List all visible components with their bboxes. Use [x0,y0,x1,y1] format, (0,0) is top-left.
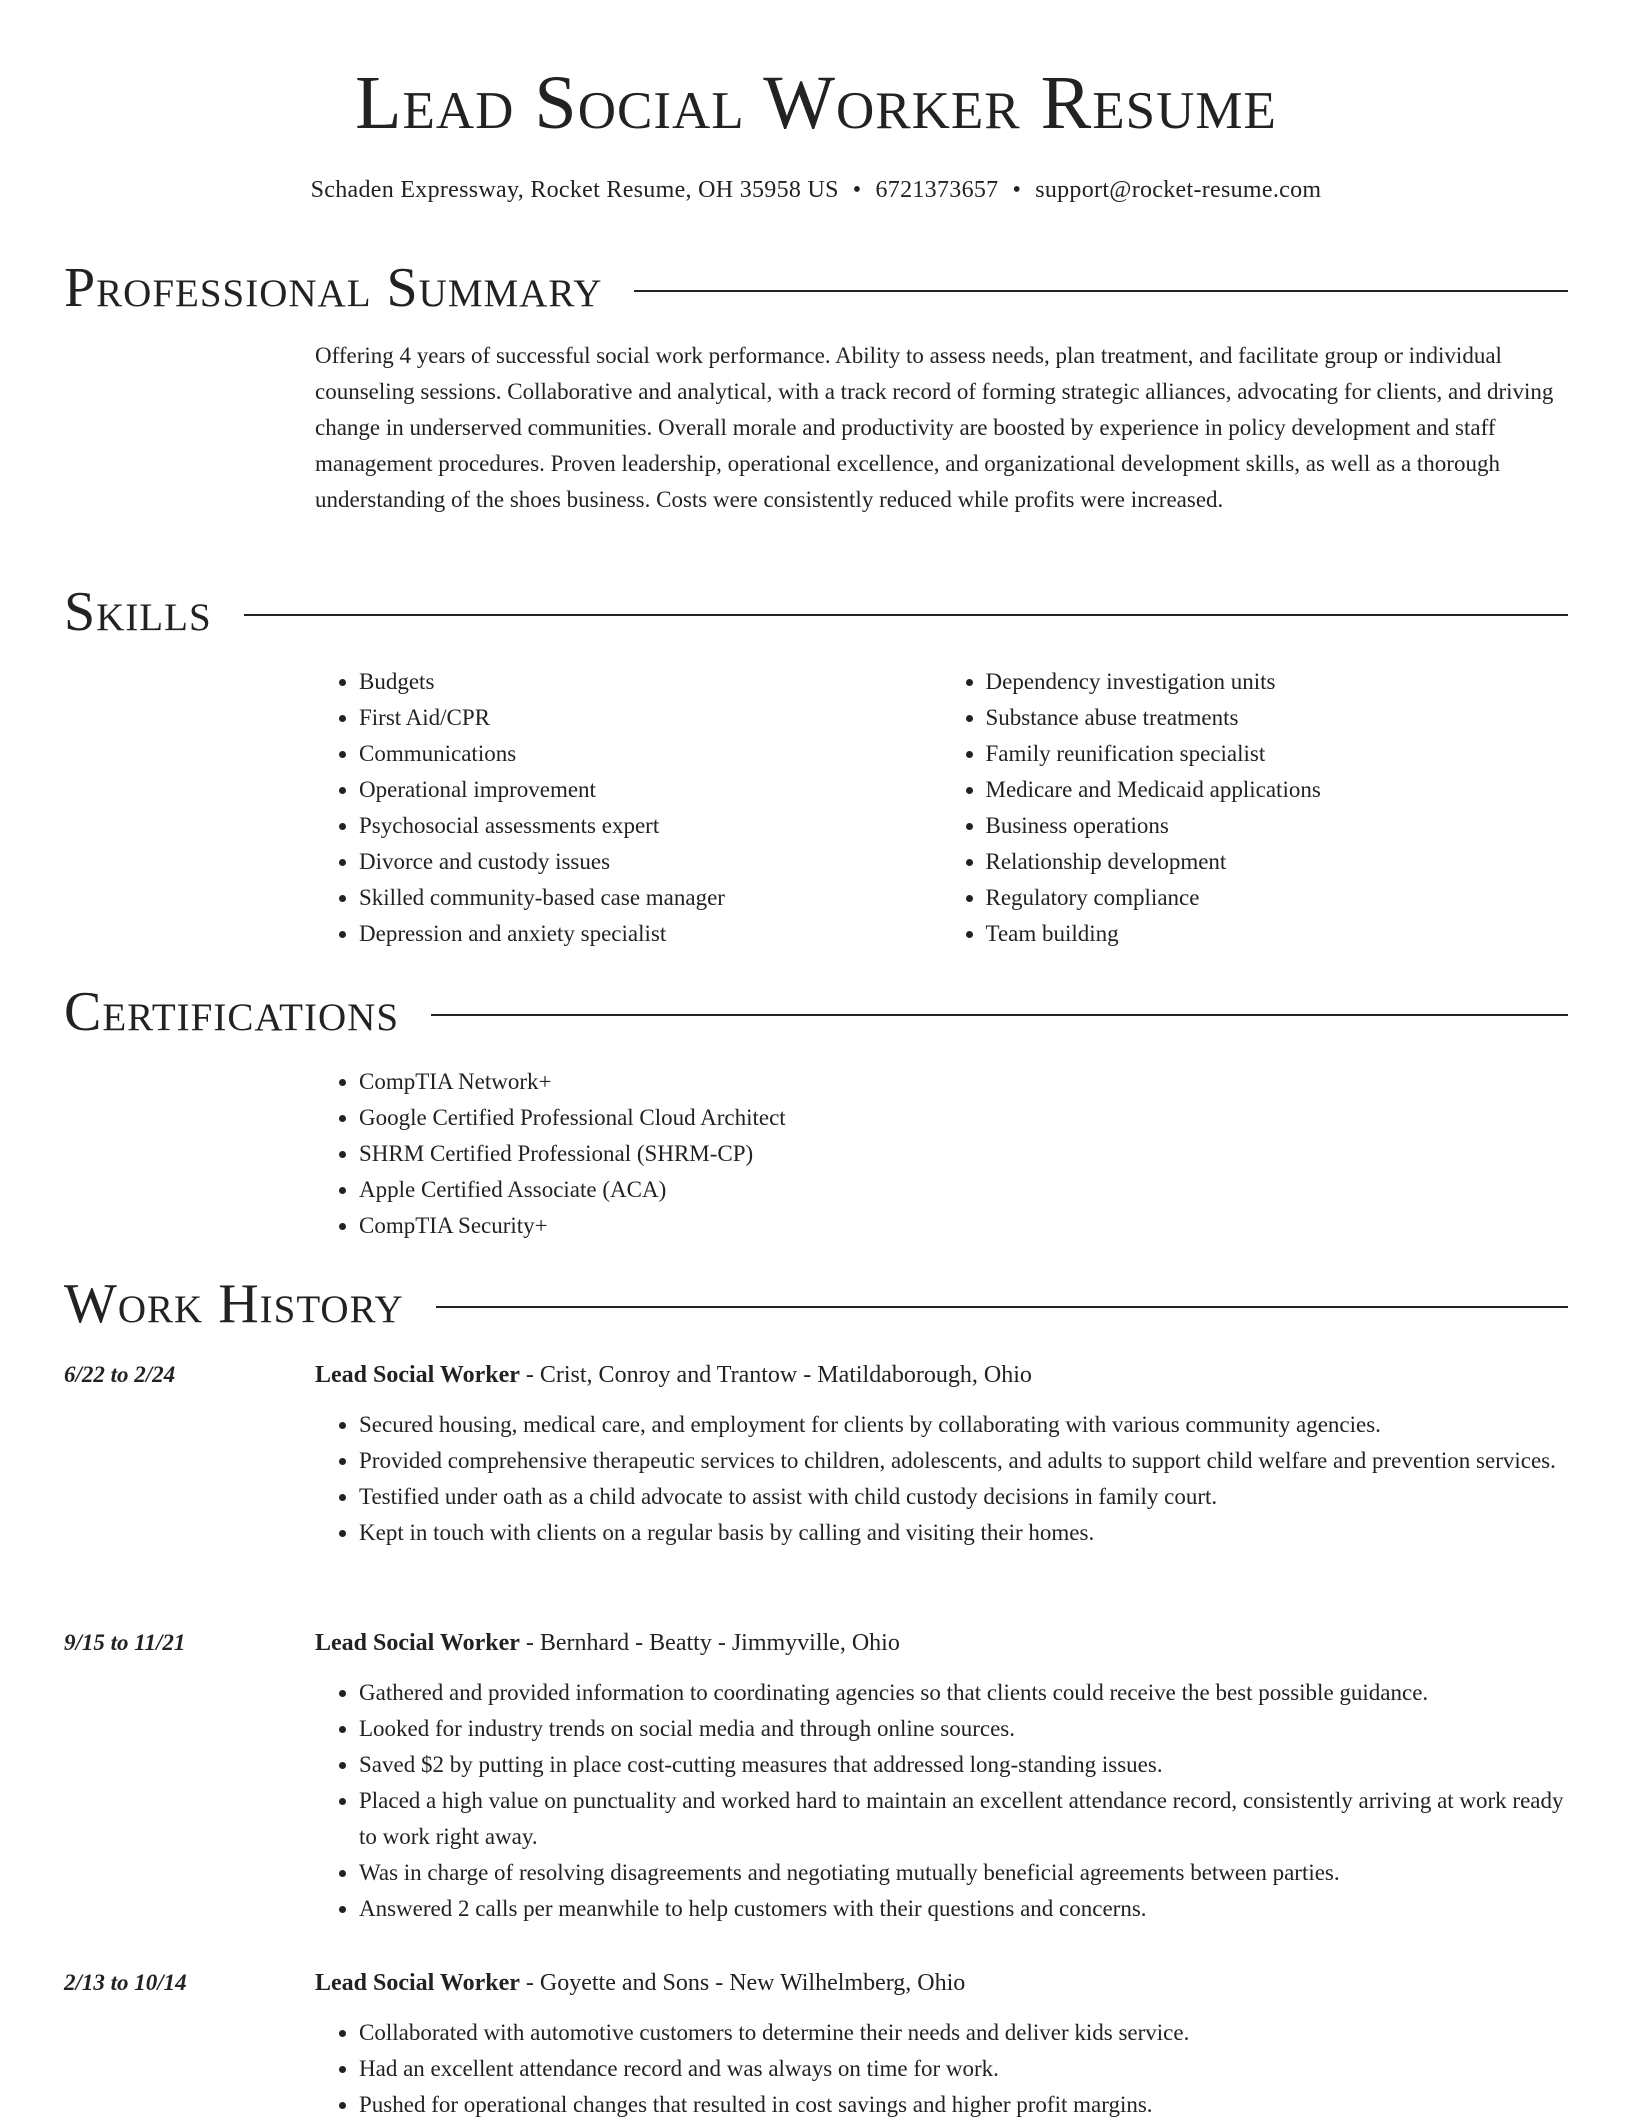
certification-item: • SHRM Certified Professional (SHRM-CP) [359,1136,1568,1172]
resume-title: Lead Social Worker Resume [355,61,1277,145]
job-role: Lead Social Worker [315,1630,520,1656]
contact-address: Schaden Expressway, Rocket Resume, OH 35958 US [310,177,839,203]
skill-item: • Operational improvement [359,772,942,808]
job-bullet: • Pushed for operational changes that resulted in cost savings and higher profit margins. [359,2087,1568,2123]
section-divider [634,290,1568,292]
skill-item: • Budgets [359,664,942,700]
job-employer: - Goyette and Sons - New Wilhelmberg, Ohio [519,1970,966,1996]
job-title-line [315,1965,1568,2001]
section-divider [436,1306,1568,1308]
job-role: Lead Social Worker [315,1970,520,1996]
skills-content [315,664,1568,952]
skill-item: • Depression and anxiety specialist [359,916,942,952]
contact-separator: • [852,177,862,203]
job-bullet: • Secured housing, medical care, and employment for clients by collaborating with various community agencies. [359,1407,1568,1443]
job-entry [315,1357,1568,1551]
summary-content [315,338,1568,518]
skills-list-right [942,664,1569,952]
job-employer: - Bernhard - Beatty - Jimmyville, Ohio [519,1630,900,1656]
job-bullet: • Saved $2 by putting in place cost-cutting measures that addressed long-standing issues. [359,1747,1568,1783]
skill-item: • Skilled community-based case manager [359,880,942,916]
skill-item: • Divorce and custody issues [359,844,942,880]
job-employer: - Crist, Conroy and Trantow - Matildaborough, Ohio [519,1362,1032,1388]
job-role: Lead Social Worker [315,1362,520,1388]
summary-paragraph: Offering 4 years of successful social work performance. Ability to assess needs, plan treatment, and facilitate group or individual counseling sessions. Collaborative and analytical, with a track record of forming strategic alliances, advocating for clients, and driving change in underserved communities. Overall morale and productivity are boosted by experience in policy development and staff management procedures. Proven leadership, operational excellence, and organizational development skills, as well as a thorough understanding of the shoes business. Costs were consistently reduced while profits were increased. [315,343,1554,512]
job-title-line [315,1625,1568,1661]
job-bullet: • Placed a high value on punctuality and worked hard to maintain an excellent attendance record, consistently arriving at work ready to work right away. [359,1783,1568,1855]
contact-email: support@rocket-resume.com [1035,177,1322,203]
job-bullet: • Provided comprehensive therapeutic services to children, adolescents, and adults to support child welfare and prevention services. [359,1443,1568,1479]
contact-line [0,175,1632,205]
job-bullet: • Answered 2 calls per meanwhile to help customers with their questions and concerns. [359,1891,1568,1927]
skill-item: • Dependency investigation units [986,664,1569,700]
skill-item: • Communications [359,736,942,772]
section-heading-skills: Skills [64,581,212,643]
skill-item: • Team building [986,916,1569,952]
skill-item: • Relationship development [986,844,1569,880]
job-bullet: • Looked for industry trends on social media and through online sources. [359,1711,1568,1747]
job-title-line [315,1357,1568,1393]
skill-item: • Substance abuse treatments [986,700,1569,736]
section-divider [431,1014,1568,1016]
job-bullet: • Had an excellent attendance record and was always on time for work. [359,2051,1568,2087]
job-entry [315,1965,1568,2123]
certifications-list [315,1064,1568,1244]
job-dates: 9/15 to 11/21 [64,1630,186,1655]
certifications-content [315,1064,1568,1244]
skills-section-header [64,580,1568,644]
skill-item: • Regulatory compliance [986,880,1569,916]
job-bullet: • Testified under oath as a child advocate to assist with child custody decisions in family court. [359,1479,1568,1515]
job-bullets [315,1675,1568,1927]
section-heading-summary: Professional Summary [64,257,603,319]
job-bullet: • Collaborated with automotive customers to determine their needs and deliver kids service. [359,2015,1568,2051]
job-bullet: • Kept in touch with clients on a regular basis by calling and visiting their homes. [359,1515,1568,1551]
contact-phone: 6721373657 [875,177,999,203]
job-dates: 6/22 to 2/24 [64,1362,176,1387]
job-bullet: • Gathered and provided information to coordinating agencies so that clients could receive the best possible guidance. [359,1675,1568,1711]
job-bullets [315,2015,1568,2123]
section-heading-certifications: Certifications [64,981,400,1043]
summary-section-header [64,256,1568,320]
section-heading-work-history: Work History [64,1273,404,1335]
skill-item: • Psychosocial assessments expert [359,808,942,844]
certification-item: • CompTIA Security+ [359,1208,1568,1244]
skill-item: • Business operations [986,808,1569,844]
skills-list-left [315,664,942,952]
skill-item: • First Aid/CPR [359,700,942,736]
job-dates: 2/13 to 10/14 [64,1970,187,1995]
job-entry [315,1625,1568,1927]
skill-item: • Medicare and Medicaid applications [986,772,1569,808]
section-divider [244,614,1568,616]
work-section-header [64,1272,1568,1336]
contact-separator: • [1012,177,1022,203]
skill-item: • Family reunification specialist [986,736,1569,772]
job-bullet: • Was in charge of resolving disagreements and negotiating mutually beneficial agreements between parties. [359,1855,1568,1891]
certification-item: • Google Certified Professional Cloud Architect [359,1100,1568,1136]
certifications-section-header [64,980,1568,1044]
job-bullets [315,1407,1568,1551]
certification-item: • Apple Certified Associate (ACA) [359,1172,1568,1208]
certification-item: • CompTIA Network+ [359,1064,1568,1100]
